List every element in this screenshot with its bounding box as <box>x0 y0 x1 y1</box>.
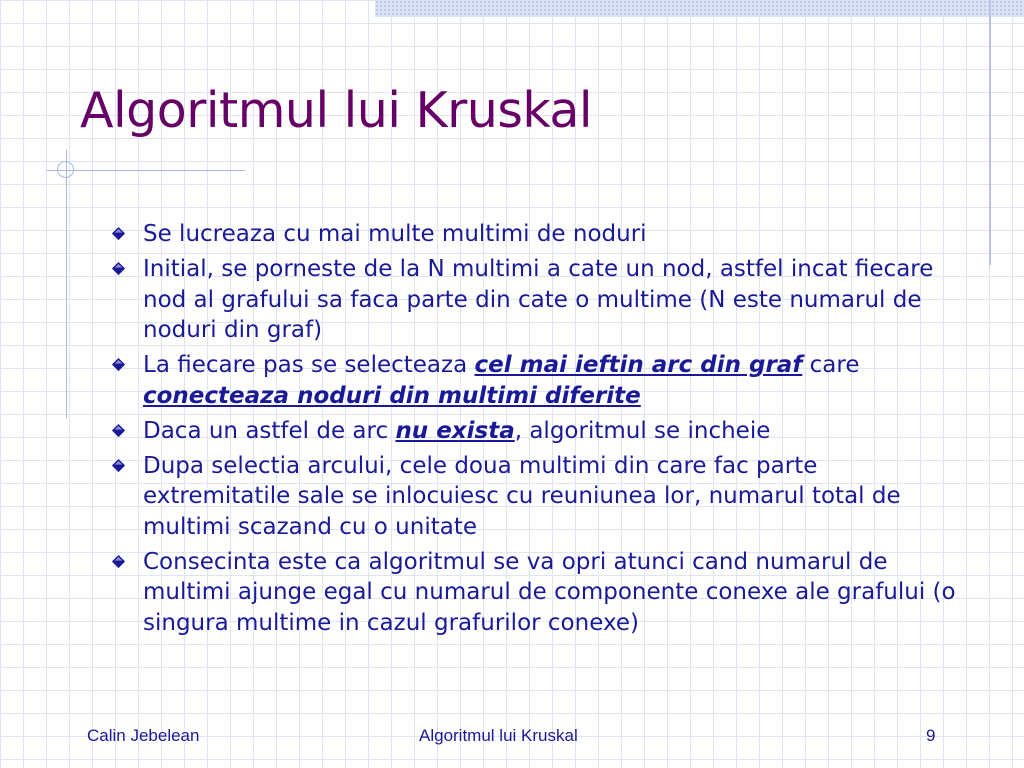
footer-title: Algoritmul lui Kruskal <box>419 726 578 745</box>
bullet-text: Consecinta este ca algoritmul se va opri atunci cand numarul de multimi ajunge egal cu numarul de componente conexe ale grafului (o singura multime in cazul grafurilor conexe) <box>143 548 956 636</box>
bullet-item <box>143 547 963 639</box>
bullet-item <box>143 350 963 411</box>
bullet-item <box>143 451 963 543</box>
bullet-item <box>143 254 963 346</box>
footer-author: Calin Jebelean <box>87 726 200 745</box>
bullet-text: Initial, se porneste de la N multimi a cate un nod, astfel incat fiecare nod al grafului sa faca parte din cate o multime (N este numarul de noduri din graf) <box>143 256 934 343</box>
bullet-text: Se lucreaza cu mai multe multimi de noduri <box>143 221 647 247</box>
bullet-text: , algoritmul se incheie <box>514 417 771 444</box>
diamond-bullet-icon <box>111 226 126 241</box>
emphasized-text: conecteaza noduri din multimi diferite <box>143 382 641 409</box>
decorative-right-line <box>989 0 991 265</box>
decorative-top-band <box>375 0 1024 17</box>
diamond-bullet-icon <box>111 554 126 569</box>
bullet-list <box>143 219 963 643</box>
emphasized-text: nu exista <box>395 417 515 444</box>
emphasized-text: cel mai ieftin arc din graf <box>474 352 803 378</box>
diamond-bullet-icon <box>111 458 126 473</box>
bullet-text: care <box>802 352 860 378</box>
bullet-text: Daca un astfel de arc <box>143 417 396 444</box>
decorative-left-line <box>66 150 67 418</box>
decorative-circle-icon <box>57 161 74 178</box>
decorative-title-underline <box>47 170 245 171</box>
footer-page-number: 9 <box>926 726 936 745</box>
bullet-item <box>143 416 963 447</box>
bullet-item <box>143 219 963 250</box>
diamond-bullet-icon <box>111 357 126 372</box>
slide-title: Algoritmul lui Kruskal <box>80 82 593 139</box>
diamond-bullet-icon <box>111 261 126 276</box>
bullet-text: Dupa selectia arcului, cele doua multimi din care fac parte extremitatile sale se inlocuiesc cu reuniunea lor, numarul total de multimi scazand cu o unitate <box>143 452 901 540</box>
bullet-text: La fiecare pas se selecteaza <box>143 352 475 378</box>
diamond-bullet-icon <box>111 423 126 438</box>
